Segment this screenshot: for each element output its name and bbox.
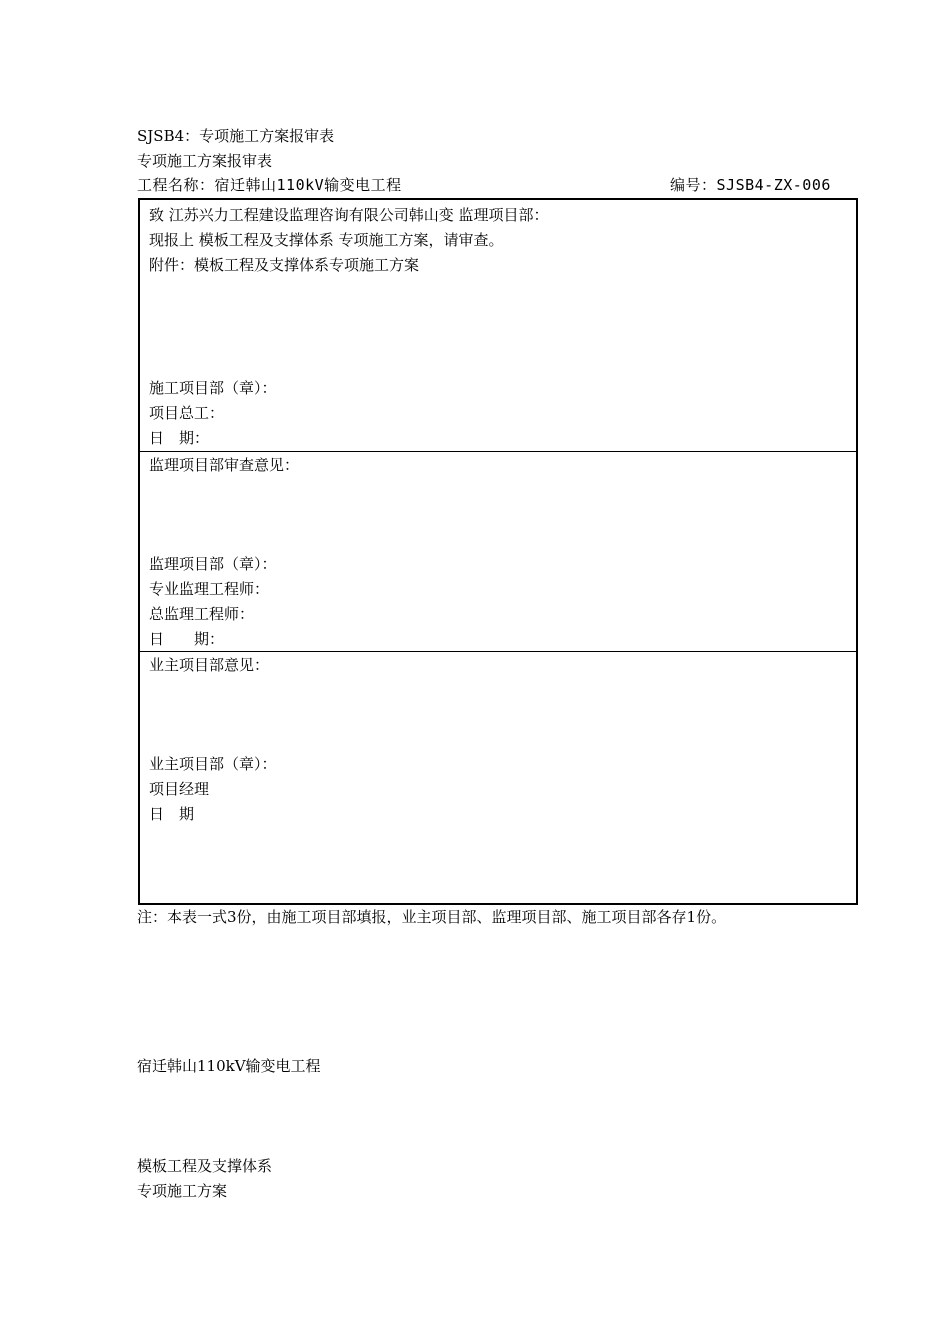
number-value: SJSB4-ZX-006 (716, 176, 831, 194)
number-label: 编号： (670, 176, 717, 194)
chief-supervisor-label: 总监理工程师： (149, 605, 255, 623)
specialist-engineer-label: 专业监理工程师： (149, 580, 270, 598)
owner-section (140, 652, 856, 903)
supervision-section (140, 452, 856, 652)
number-row (670, 175, 831, 195)
attachment-line: 附件：模板工程及支撑体系专项施工方案 (149, 256, 420, 274)
project-label: 工程名称： (137, 176, 215, 194)
owner-dept-seal: 业主项目部（章）： (149, 755, 277, 773)
supervision-date-label: 日 期： (149, 630, 225, 648)
supervision-dept-seal: 监理项目部（章）： (149, 555, 277, 573)
construction-dept-seal: 施工项目部（章）： (149, 379, 277, 397)
form-note: 注：本表一式3份，由施工项目部填报，业主项目部、监理项目部、施工项目部各存1份。 (137, 908, 727, 926)
chief-engineer-label: 项目总工： (149, 404, 225, 422)
project-name: 宿迁韩山110kV输变电工程 (214, 176, 402, 194)
project-manager-label: 项目经理 (149, 780, 210, 798)
supervision-opinion-label: 监理项目部审查意见： (149, 456, 300, 474)
owner-date-label: 日 期 (149, 805, 195, 823)
addressee-line: 致 江苏兴力工程建设监理咨询有限公司韩山变 监理项目部： (149, 206, 549, 224)
cover-subject: 模板工程及支撑体系 (137, 1157, 273, 1175)
submit-section (140, 200, 856, 452)
submit-date-label: 日 期： (149, 429, 210, 447)
form-title: 专项施工方案报审表 (137, 152, 273, 170)
project-name-row (137, 175, 402, 195)
cover-project-name: 宿迁韩山110kV输变电工程 (137, 1057, 321, 1075)
cover-doc-type: 专项施工方案 (137, 1182, 228, 1200)
form-code-line: SJSB4：专项施工方案报审表 (137, 127, 335, 145)
report-line: 现报上 模板工程及支撑体系 专项施工方案，请审查。 (149, 231, 504, 249)
review-form-table (138, 198, 858, 905)
owner-opinion-label: 业主项目部意见： (149, 656, 270, 674)
